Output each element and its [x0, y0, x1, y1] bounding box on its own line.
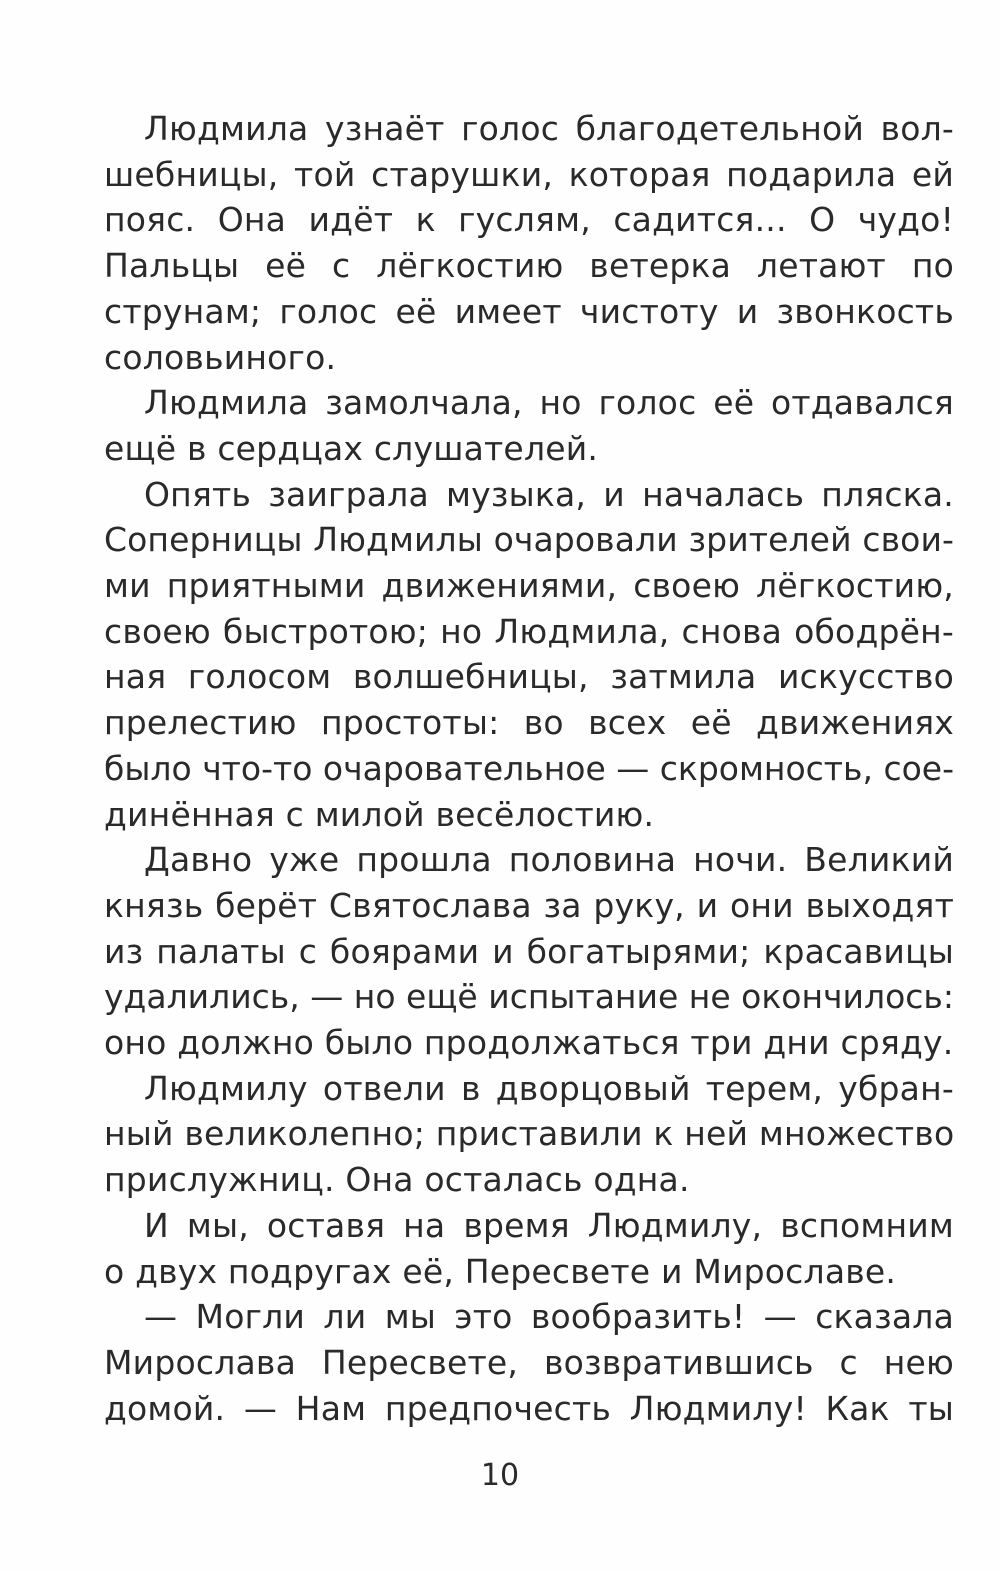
text-line: шебницы, той старушки, которая подарила ей: [104, 154, 954, 194]
text-line: ная голосом волшебницы, затмила искусство: [104, 657, 954, 697]
text-line: струнам; голос её имеет чистоту и звонкость: [104, 291, 954, 331]
paragraph: [104, 837, 954, 1066]
text-line: Мирослава Пересвете, возвратившись с нею: [104, 1342, 954, 1382]
text-line: князь берёт Святослава за руку, и они выходят: [104, 885, 954, 925]
text-line: ми приятными движениями, своею лёгкостию,: [104, 566, 954, 606]
paragraph: [104, 472, 954, 838]
text-line: пояс. Она идёт к гуслям, садится... О чудо!: [104, 200, 954, 240]
text-line: своею быстротою; но Людмила, снова ободрён-: [104, 611, 954, 651]
text-line: И мы, оставя на время Людмилу, вспомним: [144, 1205, 954, 1245]
text-line: Людмилу отвели в дворцовый терем, убран-: [144, 1068, 954, 1108]
text-line: прислужниц. Она осталась одна.: [104, 1160, 690, 1200]
text-line: из палаты с боярами и богатырями; красавицы: [104, 931, 954, 971]
paragraph: [104, 1203, 954, 1294]
text-line: Людмила узнаёт голос благодетельной вол-: [144, 109, 954, 148]
paragraph: [104, 380, 954, 471]
text-line: соловьиного.: [104, 337, 337, 377]
paragraph: [104, 1294, 954, 1431]
text-line: ещё в сердцах слушателей.: [104, 428, 599, 468]
text-line: динённая с милой весёлостию.: [104, 794, 655, 834]
text-line: удалились, — но ещё испытание не окончилось:: [104, 977, 954, 1017]
page-number: 10: [480, 1458, 520, 1493]
text-line: оно должно было продолжаться три дни сряду.: [104, 1023, 954, 1063]
text-line: прелестию простоты: во всех её движениях: [104, 703, 954, 743]
text-line: Пальцы её с лёгкостию ветерка летают по: [104, 246, 954, 286]
text-line: Опять заиграла музыка, и началась пляска.: [144, 474, 954, 514]
text-line: Давно уже прошла половина ночи. Великий: [144, 840, 954, 880]
text-line: домой. — Нам предпочесть Людмилу! Как ты: [104, 1388, 954, 1428]
text-line: ный великолепно; приставили к ней множество: [104, 1114, 955, 1154]
paragraph: [104, 1066, 954, 1203]
text-line: Людмила замолчала, но голос её отдавался: [144, 383, 954, 423]
text-line: о двух подругах её, Пересвете и Мирославе.: [104, 1251, 897, 1291]
body-text: [104, 106, 954, 1431]
paragraph: [104, 106, 954, 380]
text-line: — Могли ли мы это вообразить! — сказала: [144, 1297, 954, 1337]
text-line: Соперницы Людмилы очаровали зрителей свои-: [104, 520, 954, 560]
text-line: было что-то очаровательное — скромность, сое-: [104, 748, 954, 788]
